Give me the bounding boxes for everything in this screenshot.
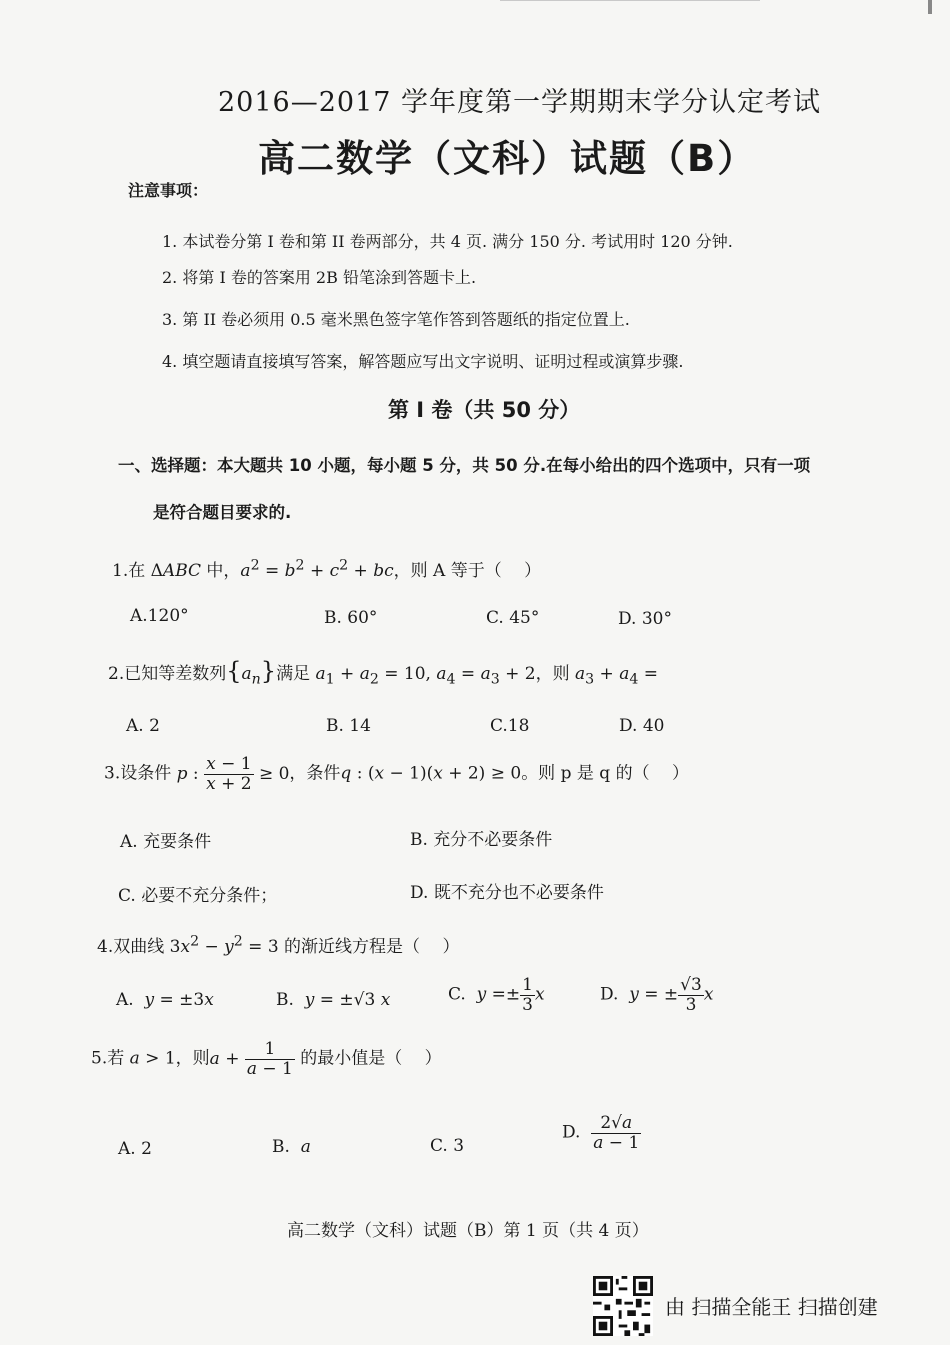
notice-item-1: 1. 本试卷分第 I 卷和第 II 卷两部分，共 4 页. 满分 150 分. 考试用时 120 分钟. (162, 232, 733, 251)
question-3-stem: 3.设条件 p : $\frac{x - 1}{x + 2}$ ≥ 0，条件q : (x − 1)(x + 2) ≥ 0。则 p 是 q 的（ ） (104, 754, 689, 794)
q3-option-d[interactable]: D. 既不充分也不必要条件 (410, 883, 604, 903)
q4-option-d[interactable]: D. y = ± $\frac{√3}{3}$ x (600, 975, 714, 1015)
exam-name: 2016—2017 学年度第一学期期末学分认定考试 (218, 87, 822, 118)
scan-artifact-line (500, 0, 760, 5)
notice-item-4: 4. 填空题请直接填写答案，解答题应写出文字说明、证明过程或演算步骤. (162, 352, 684, 371)
q4-option-a[interactable]: A. y = ±3x (116, 990, 214, 1010)
q3-option-b[interactable]: B. 充分不必要条件 (410, 830, 553, 850)
question-2-stem: 2.已知等差数列$\{a_n\}$满足 $a_1 + a_2 = 10$, $a_4 = a_3 + 2$，则 $a_3 + a_4$ = (108, 657, 659, 688)
q2-formula: $a_1 + a_2 = 10$, $a_4 = a_3 + 2$ (315, 664, 536, 688)
notice-heading: 注意事项： (128, 181, 209, 200)
part-instruction-line1: 一、选择题：本大题共 10 小题，每小题 5 分，共 50 分.在每小给出的四个选项中，只有一项 (118, 456, 811, 475)
q2-option-c[interactable]: C.18 (490, 716, 530, 736)
q4-option-b[interactable]: B. y = ±√3 x (276, 990, 391, 1010)
qr-code-icon (593, 1276, 653, 1336)
question-5-stem: 5.若 a > 1，则a + $\frac{1}{a - 1}$ 的最小值是（ ） (91, 1039, 442, 1079)
q1-option-a[interactable]: A.120° (130, 606, 189, 626)
q1-option-b[interactable]: B. 60° (324, 608, 378, 628)
paper-title: 高二数学（文科）试题（B） (258, 137, 757, 180)
q3-option-c[interactable]: C. 必要不充分条件； (118, 886, 278, 906)
q2-target: $a_3 + a_4$ = (575, 664, 659, 688)
q5-option-b[interactable]: B. a (272, 1137, 311, 1157)
q1-formula: ΔABC 中，$a^2 = b^2 + c^2$ + bc (150, 557, 394, 581)
q4-option-c[interactable]: C. y =± $\frac{1}{3}$ x (448, 975, 545, 1015)
question-4-stem: 4.双曲线 $3x^2 - y^2 = 3$ 的渐近线方程是（ ） (97, 933, 460, 957)
q4-equation: $3x^2 - y^2 = 3$ (169, 933, 279, 957)
section-heading: 第 I 卷（共 50 分） (388, 398, 581, 422)
notice-item-2: 2. 将第 I 卷的答案用 2B 铅笔涂到答题卡上. (162, 268, 477, 287)
scan-edge-mark (928, 0, 932, 14)
q2-option-a[interactable]: A. 2 (126, 716, 160, 736)
question-1-stem: 1.在 ΔABC 中，$a^2 = b^2 + c^2$ + bc，则 A 等于（ ） (112, 557, 542, 581)
q3-condition-p: p : $\frac{x - 1}{x + 2}$ ≥ 0 (176, 754, 290, 794)
q5-condition: a > 1 (129, 1048, 176, 1069)
notice-item-3: 3. 第 II 卷必须用 0.5 毫米黑色签字笔作答到答题纸的指定位置上. (162, 310, 630, 329)
q5-expression: a + $\frac{1}{a - 1}$ (209, 1039, 293, 1079)
q3-condition-q: q : (x − 1)(x + 2) ≥ 0 (340, 763, 522, 784)
scanner-watermark: 由 扫描全能王 扫描创建 (665, 1295, 878, 1319)
q1-option-c[interactable]: C. 45° (486, 608, 540, 628)
q2-option-d[interactable]: D. 40 (619, 716, 665, 736)
part-instruction-line2: 是符合题目要求的. (153, 503, 292, 522)
q2-option-b[interactable]: B. 14 (326, 716, 371, 736)
q5-option-a[interactable]: A. 2 (118, 1139, 152, 1159)
q3-option-a[interactable]: A. 充要条件 (120, 832, 212, 852)
page-footer: 高二数学（文科）试题（B）第 1 页（共 4 页） (287, 1221, 649, 1241)
q1-option-d[interactable]: D. 30° (618, 609, 672, 629)
q5-option-d[interactable]: D. $\frac{2√a}{a - 1}$ (562, 1113, 640, 1153)
q5-option-c[interactable]: C. 3 (430, 1136, 465, 1156)
